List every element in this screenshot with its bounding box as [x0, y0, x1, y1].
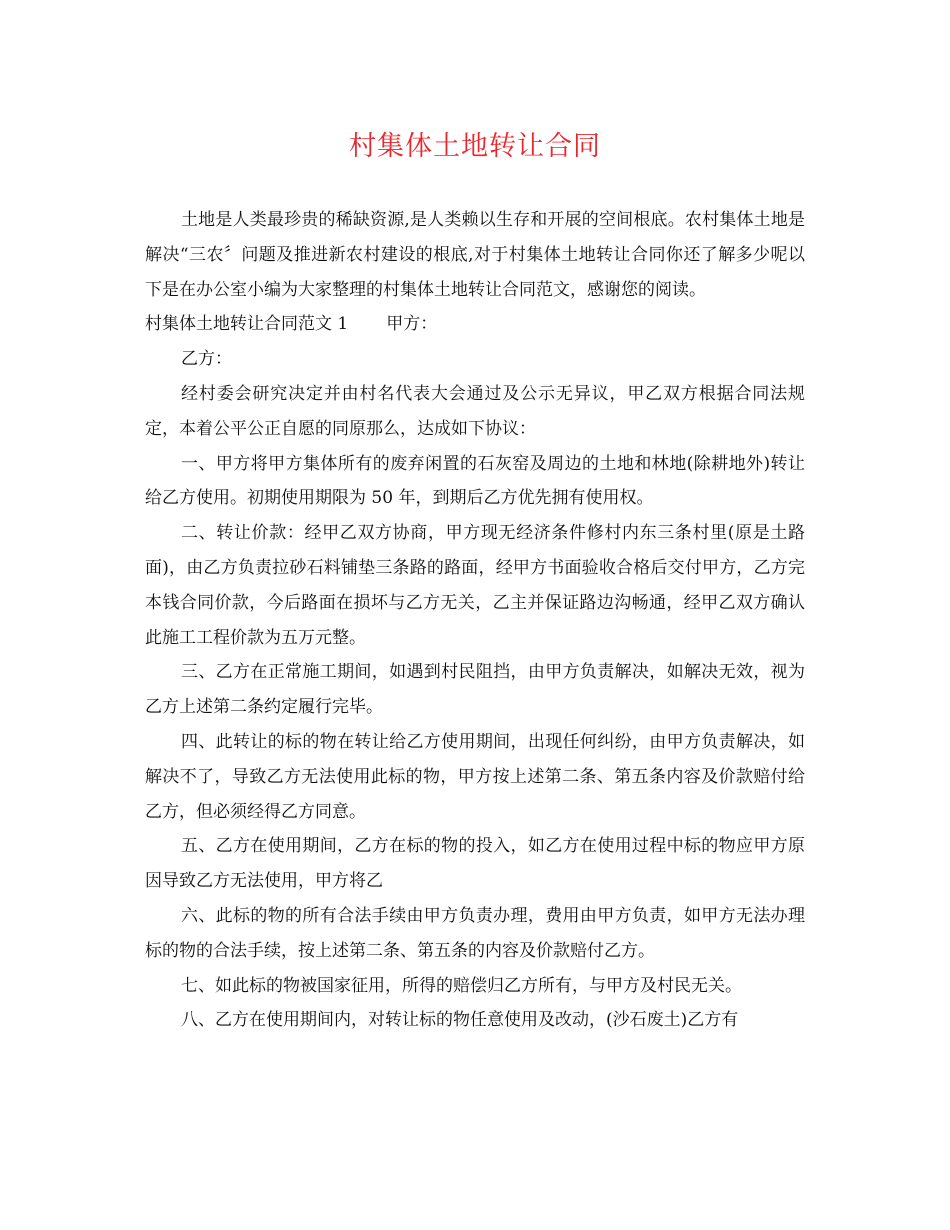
clause-8: 八、乙方在使用期间内，对转让标的物任意使用及改动，(沙石废土)乙方有: [181, 1010, 739, 1031]
clause-preamble: 经村委会研究决定并由村名代表大会通过及公示无异议，甲乙双方根据合同法规定，本着公平公正自愿的同原那么，达成如下协议：: [145, 383, 805, 439]
party-a-label: 甲方：: [386, 314, 438, 335]
clause-1: 一、甲方将甲方集体所有的废弃闲置的石灰窑及周边的土地和林地(除耕地外)转让给乙方使用。初期使用期限为 50 年，到期后乙方优先拥有使用权。: [145, 453, 805, 509]
clause-2: 二、转让价款：经甲乙双方协商，甲方现无经济条件修村内东三条村里(原是土路面)，由乙方负责拉砂石料铺垫三条路的路面，经甲方书面验收合格后交付甲方，乙方完本钱合同价款，今后路面在损坏与乙方无关，乙主并保证路边沟畅通，经甲乙双方确认此施工工程价款为五万元整。: [145, 523, 805, 648]
document-title: 村集体土地转让合同: [349, 131, 601, 162]
intro-paragraph: 土地是人类最珍贵的稀缺资源,是人类赖以生存和开展的空间根底。农村集体土地是解决“三农〞问题及推进新农村建设的根底,对于村集体土地转让合同你还了解多少呢以下是在办公室小编为大家整理的村集体土地转让合同范文，感谢您的阅读。: [145, 210, 805, 300]
clause-5: 五、乙方在使用期间，乙方在标的物的投入，如乙方在使用过程中标的物应甲方原因导致乙方无法使用，甲方将乙: [145, 836, 805, 892]
party-b-label: 乙方：: [181, 349, 232, 370]
sample-heading-line: [145, 307, 805, 342]
clause-7: 七、如此标的物被国家征用，所得的赔偿归乙方所有，与甲方及村民无关。: [181, 975, 742, 996]
clause-6: 六、此标的物的所有合法手续由甲方负责办理，费用由甲方负责，如甲方无法办理标的物的合法手续，按上述第二条、第五条的内容及价款赔付乙方。: [145, 905, 805, 961]
clause-3: 三、乙方在正常施工期间，如遇到村民阻挡，由甲方负责解决，如解决无效，视为乙方上述第二条约定履行完毕。: [145, 662, 805, 718]
clause-4: 四、此转让的标的物在转让给乙方使用期间，出现任何纠纷，由甲方负责解决，如解决不了，导致乙方无法使用此标的物，甲方按上述第二条、第五条内容及价款赔付给乙方，但必须经得乙方同意。: [145, 731, 805, 822]
sample-heading: 村集体土地转让合同范文 1: [145, 314, 349, 335]
document-body: [145, 203, 805, 1038]
